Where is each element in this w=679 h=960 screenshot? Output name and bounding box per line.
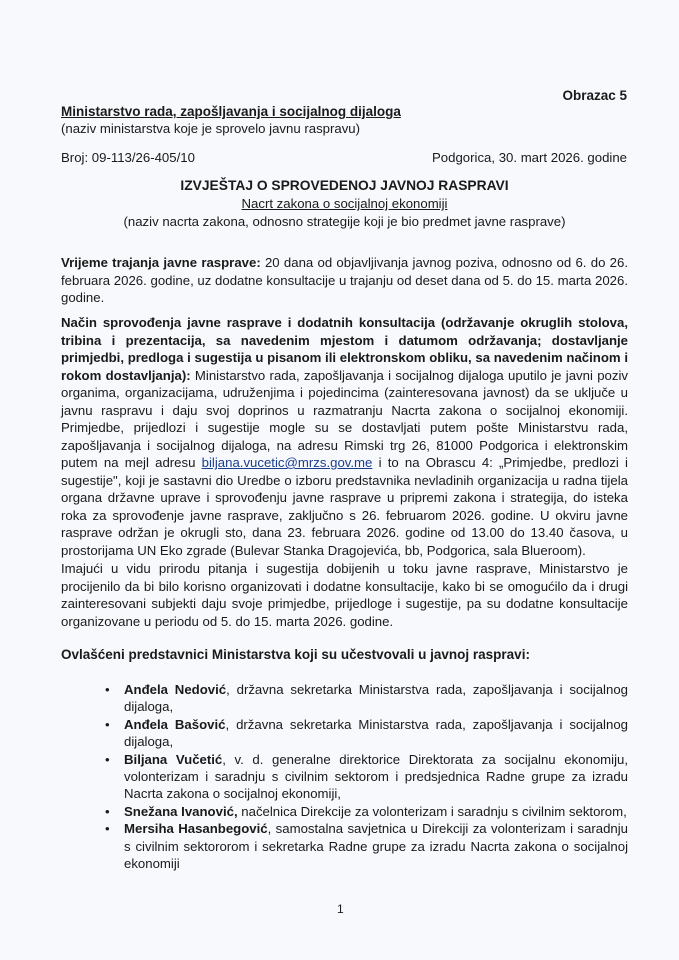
method-text-before-email: Ministarstvo rada, zapošljavanja i socijalnog dijaloga uputilo je javni poziv organima, organizacijama, udruženjima i pojedincima (zainteresovana javnost) da se uključe u javnu raspravu i daju svoj doprinos u razmatranju Nacrta zakona o socijalnoj ekonomiji. Primjedbe, prijedlozi i sugestije mogle su se dostavljati putem pošte Ministarstvu rada, zapošljavanja i socijalnog dijaloga, na adresu Rimski trg 26, 81000 Podgorica i elektronskim putem na mejl adresu [61, 367, 628, 470]
method-label: Način sprovođenja javne rasprave i dodatnih konsultacija (održavanje okruglih stolova, tribina i prezentacija, sa navedenim mjestom i datumom održavanja; dostavljanje primjedbi, predloga i sugestija u pisanom ili elektronskom obliku, sa navedenim načinom i rokom dostavljanja): [61, 315, 628, 383]
bullet-icon: • [105, 751, 110, 767]
additional-consultations-paragraph [61, 560, 628, 630]
place-date: Podgorica, 30. mart 2026. godine [431, 150, 627, 165]
bullet-icon: • [105, 682, 110, 697]
bullet-icon: • [105, 803, 110, 819]
representative-role: , državna sekretarka Ministarstva rada, zapošljavanja i socijalnog dijaloga, [124, 716, 628, 750]
ministry-note: (naziv ministarstva koje je sprovelo javnu raspravu) [61, 121, 361, 136]
list-item [105, 820, 628, 872]
bullet-icon: • [105, 821, 110, 837]
list-item [105, 681, 628, 716]
page-number: 1 [337, 902, 344, 916]
representative-name: Biljana Vučetić [124, 751, 223, 767]
duration-paragraph [61, 254, 628, 307]
form-label: Obrazac 5 [562, 88, 627, 103]
reference-number: Broj: 09-113/26-405/10 [61, 150, 195, 165]
report-title: IZVJEŠTAJ O SPROVEDENOJ JAVNOJ RASPRAVI [180, 178, 509, 193]
duration-label: Vrijeme trajanja javne rasprave: [61, 255, 261, 270]
representative-role: , v. d. generalne direktorice Direktorata za socijalnu ekonomiju, volonterizam i saradnju s civilnim sektorom i predsjednica Radne grupe za izradu Nacrta zakona o socijalnoj ekonomiji, [124, 751, 628, 802]
representative-role: , državna sekretarka Ministarstva rada, zapošljavanja i socijalnog dijaloga, [124, 682, 628, 715]
method-paragraph [61, 314, 628, 559]
list-item [105, 751, 628, 803]
list-item [105, 803, 628, 820]
representative-role: načelnica Direkcije za volonterizam i saradnju s civilnim sektorom, [237, 803, 627, 819]
ministry-name: Ministarstvo rada, zapošljavanja i socijalnog dijaloga [61, 104, 401, 119]
representative-role: , samostalna savjetnica u Direkciji za volonterizam i saradnju s civilnim sektororom i sekretarka Radne grupe za izradu Nacrta zakona o socijalnoj ekonomiji [124, 821, 628, 872]
representative-name: Anđela Bašović [124, 716, 226, 732]
representatives-heading: Ovlašćeni predstavnici Ministarstva koji su učestvovali u javnoj raspravi: [61, 647, 530, 662]
representative-name: Anđela Nedović [124, 682, 227, 697]
duration-text: 20 dana od objavljivanja javnog poziva, odnosno od 6. do 26. februara 2026. godine, uz dodatne konsultacije u trajanju od deset dana od 5. do 15. marta 2026. godine. [61, 255, 628, 305]
email-link[interactable]: biljana.vucetic@mrzs.gov.me [201, 455, 373, 470]
representatives-list [105, 681, 628, 872]
list-item [105, 716, 628, 751]
report-subject: Nacrt zakona o socijalnoj ekonomiji [241, 196, 448, 211]
method-text-after-email: i to na Obrascu 4: „Primjedbe, predlozi i sugestije", koji je sastavni dio Uredbe o izboru predstavnika nevladinih organizacija u radna tijela organa državne uprave i sprovođenju javne rasprave u pripremi zakona i strategija, do isteka roka za sprovođenje javne rasprave, zaključno s 26. februarom 2026. godine. U okviru javne rasprave održan je okrugli sto, dana 23. februara 2026. godine od 13.00 do 13.40 časova, u prostorijama UN Eko zgrade (Bulevar Stanka Dragojevića, bb, Podgorica, sala Blueroom). [61, 455, 628, 558]
representative-name: Snežana Ivanović, [124, 803, 238, 819]
representative-name: Mersiha Hasanbegović [124, 821, 268, 837]
report-subject-note: (naziv nacrta zakona, odnosno strategije koji je bio predmet javne rasprave) [123, 214, 566, 229]
bullet-icon: • [105, 716, 110, 732]
additional-consultations-text: Imajući u vidu prirodu pitanja i sugestija dobijenih u toku javne rasprave, Ministarstvo je procijenilo da bi bilo korisno organizovati i dodatne konsultacije, kako bi se omogućilo da i drugi zainteresovani subjekti daju svoje primjedbe, prijedloge i sugestije, pa su dodatne konsultacije organizovane u periodu od 5. do 15. marta 2026. godine. [61, 561, 628, 629]
